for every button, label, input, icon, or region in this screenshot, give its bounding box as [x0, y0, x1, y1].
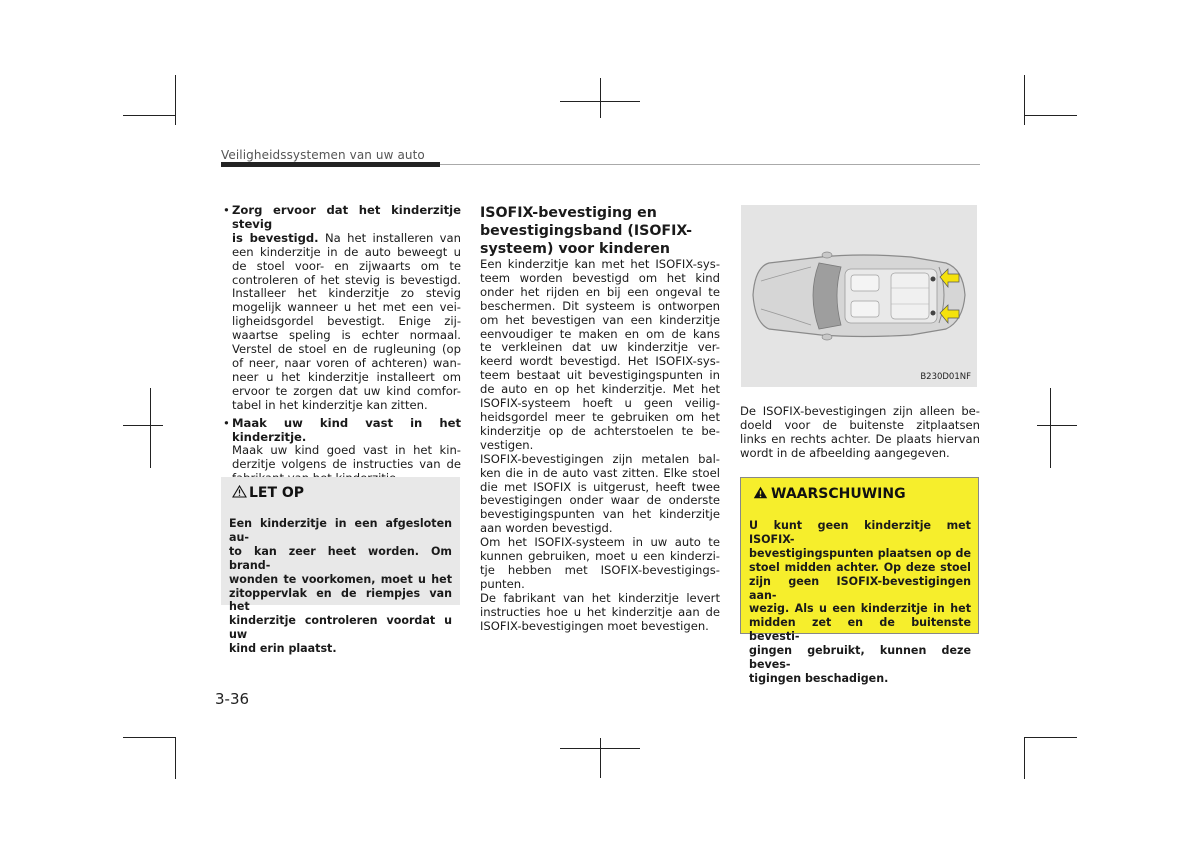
text-line: waartse speling is echter normaal. — [232, 328, 461, 343]
text-line: tigingen beschadigen. — [749, 671, 889, 685]
text-line: wordt in de afbeelding aangegeven. — [740, 445, 950, 460]
text-line: midden zet en de buitenste bevesti- — [749, 616, 971, 644]
text-line: aan worden bevestigd. — [480, 521, 613, 536]
text-line: ISOFIX-systeem hoeft u geen veilig- — [480, 396, 720, 411]
text-line: Om het ISOFIX-systeem in uw auto te — [480, 535, 720, 550]
bullet-item — [221, 204, 461, 413]
text-line: vestigen. — [480, 437, 534, 452]
crop-mark — [123, 425, 163, 426]
text-line: Zorg ervoor dat het kinderzitje stevig — [232, 203, 461, 231]
heading-line: ISOFIX-bevestiging en — [480, 205, 657, 221]
section-heading — [480, 204, 720, 258]
text-line: U kunt geen kinderzitje met ISOFIX- — [749, 519, 971, 546]
crop-mark — [1024, 115, 1077, 116]
crop-mark — [150, 388, 151, 468]
text-line: mogelijk wanneer u het met een vei- — [232, 300, 461, 315]
car-top-view-illustration — [741, 205, 977, 387]
text-line: kinderzitje controleren voordat u uw — [229, 614, 452, 642]
crop-mark — [123, 115, 176, 116]
figure-caption — [740, 405, 980, 461]
text-line: teem bestaat uit bevestigingspunten in — [480, 368, 720, 383]
text-line: Verstel de stoel en de rugleuning (op — [232, 342, 461, 357]
text-line: ligheidsgordel bevestigt. Enige zij- — [232, 314, 461, 329]
text-line: eenvoudiger te maken en om de kans — [480, 326, 720, 341]
text-line: bevestigingspunten plaatsen op de — [749, 546, 971, 560]
text-line: bevestigingspunten van het kinderzitje — [480, 507, 720, 522]
text-line: kind erin plaatst. — [229, 642, 337, 656]
warning-triangle-icon — [232, 485, 247, 498]
text-line: gingen gebruikt, kunnen deze beves- — [749, 644, 971, 672]
text-line: een kinderzitje in de auto beweegt u — [232, 244, 461, 259]
section-title: Veiligheidssystemen van uw auto — [221, 148, 425, 162]
page-number: 3-36 — [215, 690, 250, 708]
text-line: to kan zeer heet worden. Om brand- — [229, 544, 452, 572]
text-line: Maak uw kind goed vast in het kin- — [232, 443, 461, 458]
text-line: teem worden bevestigd om het kind — [480, 270, 720, 285]
crop-mark — [600, 738, 601, 778]
text-line: of neer, naar voren of achteren) wan- — [232, 355, 461, 370]
crop-mark — [560, 748, 640, 749]
text-line: ISOFIX-bevestigingen moet bevestigen. — [480, 618, 709, 633]
car-isofix-figure — [741, 205, 977, 387]
text-line: De ISOFIX-bevestigingen zijn alleen be- — [740, 404, 980, 418]
text-line: heidsgordel meer te gebruiken om het — [480, 409, 720, 424]
text-line: links en rechts achter. De plaats hiervan — [740, 431, 980, 446]
text-line: derzitje volgens de instructies van de — [232, 457, 461, 472]
warning-box — [740, 477, 979, 685]
crop-mark — [123, 737, 176, 738]
text-line: kinderzitje op de achterstoelen te be- — [480, 423, 720, 438]
text-line: neer u het kinderzitje installeert om — [232, 369, 461, 384]
caution-box — [221, 477, 460, 656]
bullet-item — [221, 417, 461, 487]
crop-mark — [175, 737, 176, 779]
text-line: Een kinderzitje in een afgesloten au- — [229, 517, 452, 544]
heading-line: systeem) voor kinderen — [480, 241, 670, 257]
warning-triangle-icon — [753, 486, 768, 499]
text-line: wonden te voorkomen, moet u het — [229, 572, 452, 586]
text-line: keerd wordt bevestigd. Het ISOFIX-sys- — [480, 354, 720, 369]
caution-body — [229, 517, 452, 656]
column-left — [221, 204, 461, 490]
heading-line: bevestigingsband (ISOFIX- — [480, 223, 693, 239]
text-line: te verkleinen dat uw kinderzitje ver- — [480, 340, 720, 355]
warning-body — [749, 519, 971, 686]
text-line: tje hebben met ISOFIX-bevestigings- — [480, 562, 720, 577]
crop-mark — [1024, 75, 1025, 125]
text-line: de auto en op het kinderzitje. Met het — [480, 382, 720, 397]
text-line: De fabrikant van het kinderzitje levert — [480, 590, 720, 605]
text-line: ervoor te zorgen dat uw kind comfor- — [232, 383, 461, 398]
bullet-dot: • — [223, 203, 230, 217]
text-line: Een kinderzitje kan met het ISOFIX-sys- — [480, 257, 720, 271]
crop-mark — [600, 78, 601, 118]
text-line: beschermen. Dit systeem is ontworpen — [480, 298, 720, 313]
column-middle — [480, 204, 720, 633]
caution-title — [232, 485, 304, 501]
caution-title-text: LET OP — [249, 485, 305, 501]
warning-title-text: WAARSCHUWING — [771, 486, 906, 502]
text-line: kunnen gebruiken, moet u een kinderzi- — [480, 549, 720, 564]
text-line: instructies hoe u het kinderzitje aan de — [480, 604, 720, 619]
text-line: is bevestigd. Na het installeren van — [232, 230, 461, 245]
text-line: de stoel voor- en zijwaarts om te — [232, 258, 461, 273]
crop-mark — [1050, 388, 1051, 468]
warning-title — [753, 486, 906, 502]
crop-mark — [1024, 737, 1025, 779]
text-line: onder het rijden en bij een ongeval te — [480, 284, 720, 299]
crop-mark — [1037, 425, 1077, 426]
header-rule — [440, 164, 980, 165]
text-line: punten. — [480, 576, 525, 591]
text-line: Maak uw kind vast in het kinderzitje. — [232, 415, 461, 444]
text-line: wezig. Als u een kinderzitje in het — [749, 602, 971, 616]
bullet-dot: • — [223, 415, 230, 430]
text-line: tabel in het kinderzitje kan zitten. — [232, 397, 428, 412]
text-line: stoel midden achter. Op deze stoel — [749, 560, 971, 574]
text-line: om het bevestigen van een kinderzitje — [480, 312, 720, 327]
text-line: Installeer het kinderzitje zo stevig — [232, 286, 461, 301]
text-line: bevestigingen onder waar de onderste — [480, 493, 720, 508]
header-rule — [221, 162, 440, 167]
text-line: ISOFIX-bevestigingen zijn metalen bal- — [480, 451, 720, 466]
section-body — [480, 258, 720, 633]
text-line: ken die in de auto vast zitten. Elke stoel — [480, 465, 720, 480]
text-line: controleren of het stevig is bevestigd. — [232, 272, 461, 287]
crop-mark — [560, 101, 640, 102]
text-line: die met ISOFIX is uitgerust, heeft twee — [480, 479, 720, 494]
crop-mark — [175, 75, 176, 125]
text-line: zijn geen ISOFIX-bevestigingen aan- — [749, 574, 971, 602]
figure-code: B230D01NF — [920, 372, 971, 382]
text-line: doeld voor de buitenste zitplaatsen — [740, 417, 980, 432]
crop-mark — [1024, 737, 1077, 738]
text-line: zitoppervlak en de riempjes van het — [229, 586, 452, 614]
